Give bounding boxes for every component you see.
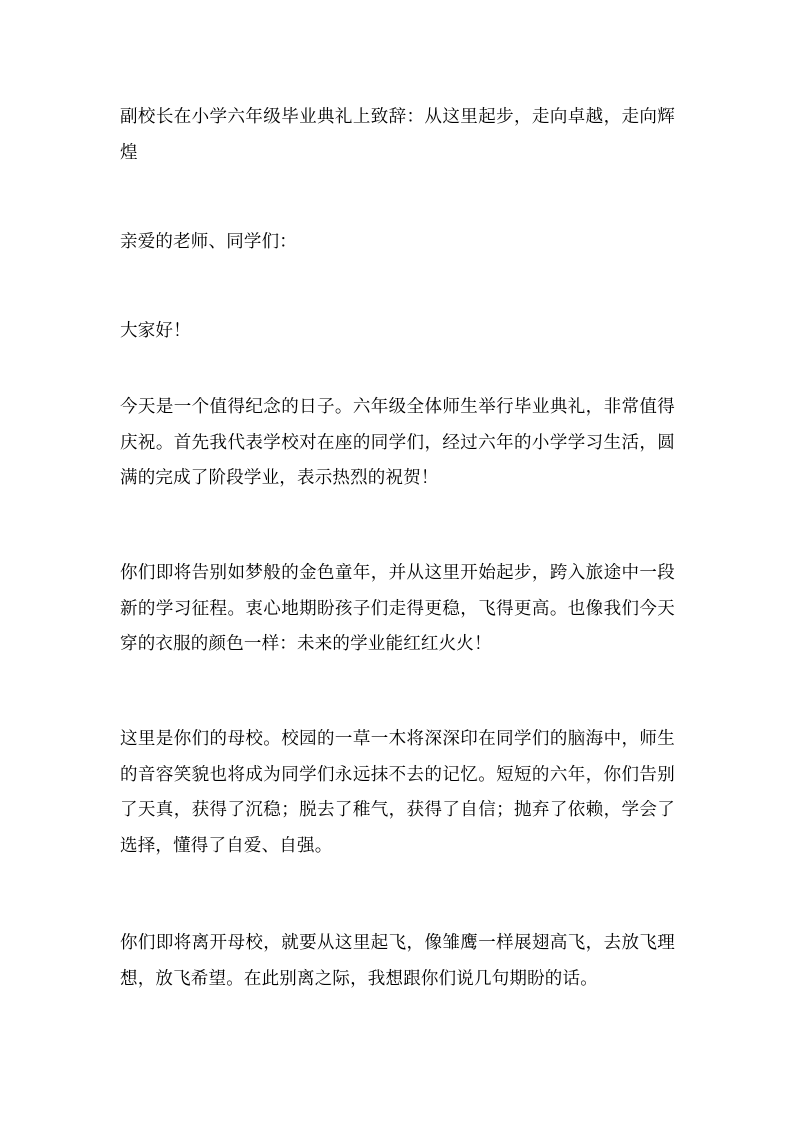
greeting: 大家好！ <box>120 321 191 341</box>
salutation: 亲爱的老师、同学们： <box>120 232 297 252</box>
document-title: 副校长在小学六年级毕业典礼上致辞：从这里起步，走向卓越，走向辉煌 <box>120 107 675 163</box>
paragraph-3: 这里是你们的母校。校园的一草一木将深深印在同学们的脑海中，师生的音容笑貌也将成为同学们永远抹不去的记忆。短短的六年，你们告别了天真，获得了沉稳；脱去了稚气，获得了自信；抛弃了依赖，学会了选择，懂得了自爱、自强。 <box>120 729 675 856</box>
paragraph-1: 今天是一个值得纪念的日子。六年级全体师生举行毕业典礼，非常值得庆祝。首先我代表学校对在座的同学们，经过六年的小学学习生活，圆满的完成了阶段学业，表示热烈的祝贺！ <box>120 397 675 488</box>
paragraph-2: 你们即将告别如梦般的金色童年，并从这里开始起步，跨入旅途中一段新的学习征程。衷心地期盼孩子们走得更稳，飞得更高。也像我们今天穿的衣服的颜色一样：未来的学业能红红火火！ <box>120 563 675 654</box>
paragraph-4: 你们即将离开母校，就要从这里起飞，像雏鹰一样展翅高飞，去放飞理想，放飞希望。在此别离之际，我想跟你们说几句期盼的话。 <box>120 933 675 989</box>
